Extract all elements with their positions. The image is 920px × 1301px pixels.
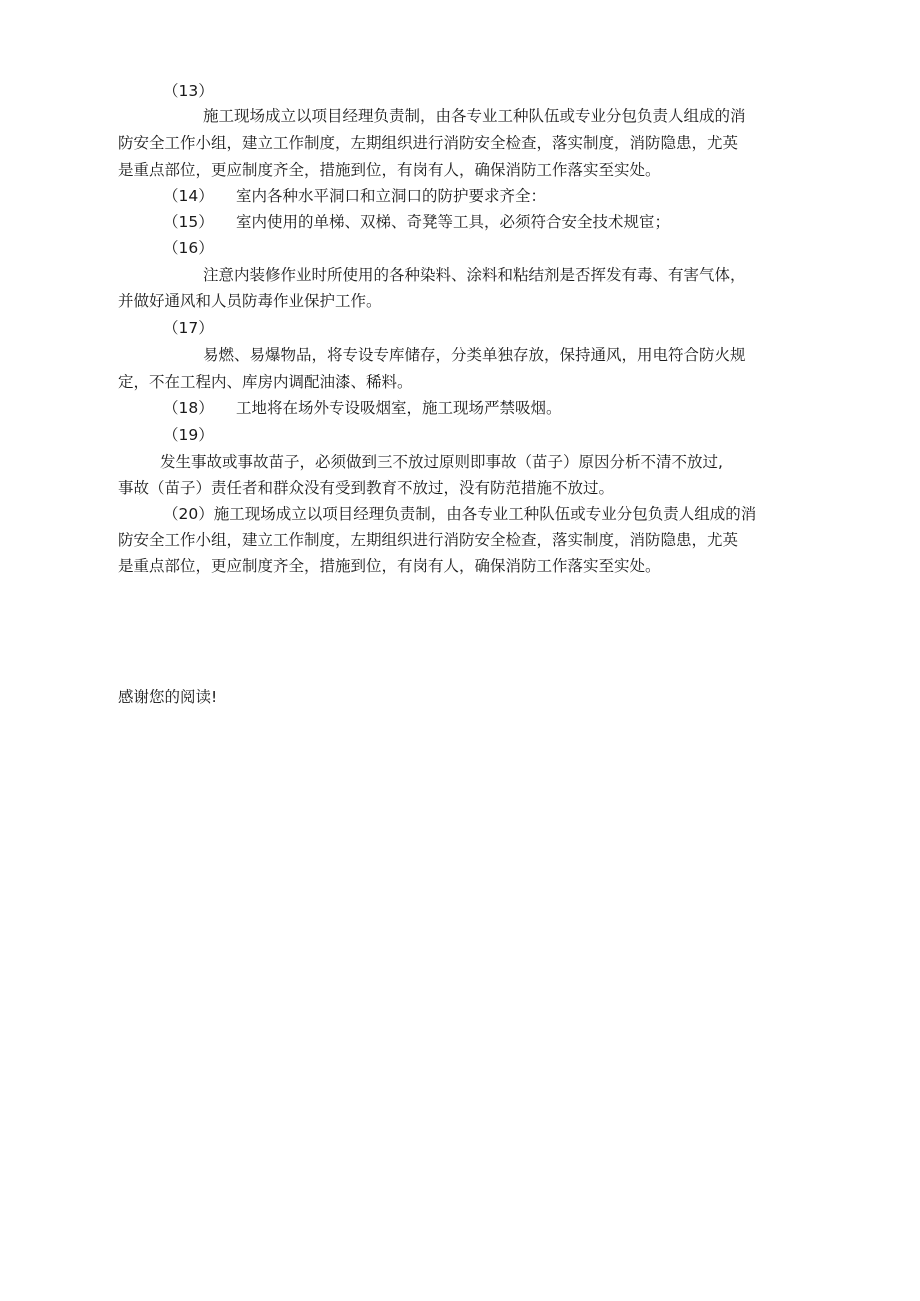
item-20-text-line-1: （20）施工现场成立以项目经理负责制，由各专业工种队伍或专业分包负责人组成的消 [163,505,757,523]
item-19-text-line-1: 发生事故或事故苗子，必须做到三不放过原则即事故（苗子）原因分析不清不放过, [160,453,723,471]
item-18-number: （18） [163,399,214,417]
item-13-text-line-1: 施工现场成立以项目经理负责制，由各专业工种队伍或专业分包负责人组成的消 [203,107,746,125]
item-19-number: （19） [163,426,214,444]
item-14-text: 室内各种水平洞口和立洞口的防护要求齐全： [236,187,547,205]
item-20-text-line-3: 是重点部位，更应制度齐全，措施到位，有岗有人，确保消防工作落实至实处。 [118,557,661,575]
item-16-number: （16） [163,239,214,257]
item-15-text: 室内使用的单梯、双梯、奇凳等工具，必须符合安全技术规宦； [236,213,671,231]
item-16-text-line-2: 并做好通风和人员防毒作业保护工作。 [118,292,382,310]
item-13-number: （13） [163,82,214,100]
item-20-text-line-2: 防安全工作小组，建立工作制度，左期组织进行消防安全检查，落实制度，消防隐患，尤英 [118,531,739,549]
item-18-text: 工地将在场外专设吸烟室，施工现场严禁吸烟。 [236,399,562,417]
item-14-number: （14） [163,187,214,205]
item-17-text-line-2: 定，不在工程内、库房内调配油漆、稀料。 [118,373,413,391]
item-17-number: （17） [163,319,214,337]
item-15-number: （15） [163,213,214,231]
item-13-text-line-2: 防安全工作小组，建立工作制度，左期组织进行消防安全检查，落实制度，消防隐患，尤英 [118,134,739,152]
item-13-text-line-3: 是重点部位，更应制度齐全，措施到位，有岗有人，确保消防工作落实至实处。 [118,161,661,179]
item-16-text-line-1: 注意内装修作业时所使用的各种染料、涂料和粘结剂是否挥发有毒、有害气体， [203,266,746,284]
closing-text: 感谢您的阅读! [118,688,218,706]
item-19-text-line-2: 事故（苗子）责任者和群众没有受到教育不放过，没有防范措施不放过。 [118,479,615,497]
item-17-text-line-1: 易燃、易爆物品，将专设专库储存，分类单独存放，保持通风，用电符合防火规 [203,346,746,364]
